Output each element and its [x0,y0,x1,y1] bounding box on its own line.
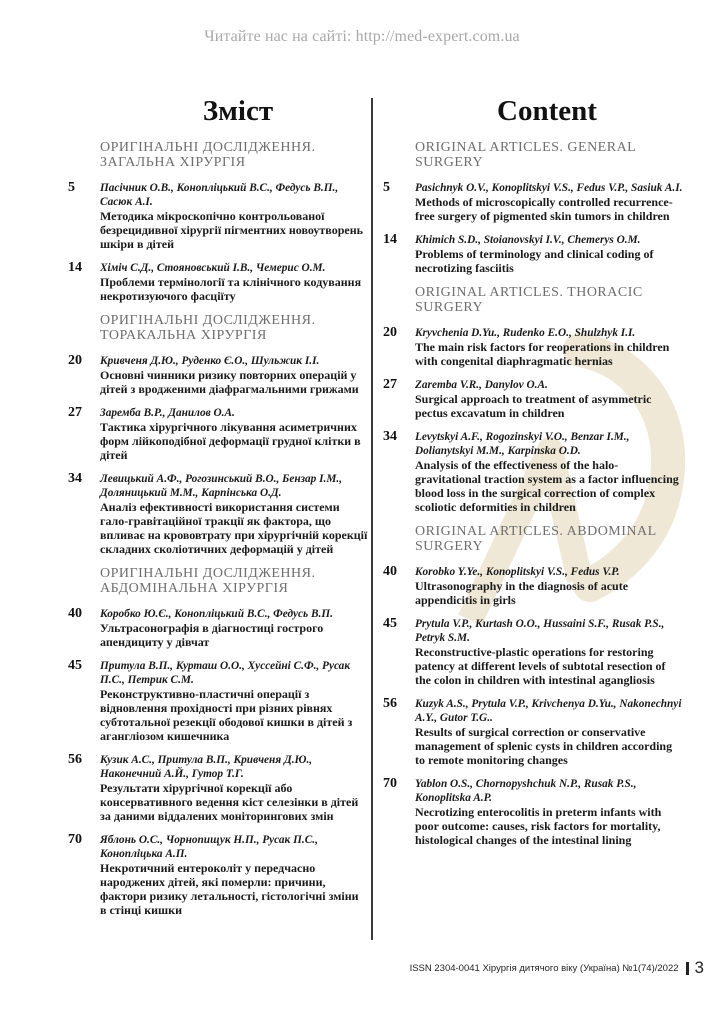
entry-authors: Korobko Y.Ye., Konoplitskyi V.S., Fedus V.P. [415,566,620,578]
entry-authors: Kuzyk A.S., Prytula V.P., Krivchenya D.Yu., Nakonechnyi A.Y., Gutor T.G.. [415,698,682,724]
entry-title: Аналіз ефективності використання системи гало-гравітаційної тракції як фактора, що впливає на крововтрату при хірургічній корекції складних сколіотичних деформацій у дітей [100,500,368,556]
toc-entry[interactable] [68,659,368,743]
entry-title: Проблеми термінології та клінічного кодування некротизуючого фасціїту [100,275,362,303]
page-number: 27 [383,377,397,392]
page-number: 34 [68,471,82,486]
toc-entry[interactable] [383,565,683,607]
section-heading: ОРИГІНАЛЬНІ ДОСЛІДЖЕННЯ. ЗАГАЛЬНА ХІРУРГІЯ [100,140,316,170]
entry-title: Некротичний ентероколіт у передчасно народжених дітей, які померли: причини, фактори ризику летальності, гістологічні зміни в стінці кишки [100,861,359,917]
toc-section [68,313,368,556]
entry-title: Necrotizing enterocolitis in preterm infants with poor outcome: causes, risk factors for mortality, histological changes of the intestinal lining [415,805,662,847]
page-number: 40 [383,564,397,579]
entry-authors: Yablon O.S., Chornopyshchuk N.P., Rusak P.S., Konoplitska A.P. [415,778,637,804]
entry-title: Методика мікроскопічно контрольованої безрецидивної хірургії пігментних новоутворень шкіри в дітей [100,209,363,251]
entry-authors: Khimich S.D., Stoianovskyi I.V., Chemerys O.M. [415,234,641,246]
toc-section [383,285,683,514]
page-number: 5 [68,180,75,195]
entry-authors: Prytula V.P., Kurtash O.O., Hussaini S.F., Rusak P.S., Petryk S.M. [415,618,665,644]
entry-authors: Levytskyi A.F., Rogozinskyi V.O., Benzar I.M., Dolianytskyi M.M., Karpinska O.D. [415,431,630,457]
section-heading: ОРИГІНАЛЬНІ ДОСЛІДЖЕННЯ. АБДОМІНАЛЬНА ХІРУРГІЯ [100,566,316,596]
toc-column-english [383,92,683,857]
toc-entry[interactable] [68,261,368,303]
entry-title: Ультрасонографія в діагностиці гострого апендициту у дівчат [100,621,324,649]
entry-authors: Левицький А.Ф., Рогозинський В.О., Бензар І.М., Доляницький М.М., Карпінська О.Д. [100,473,343,499]
toc-section [383,524,683,847]
entry-authors: Хіміч С.Д., Стояновський І.В., Чемерис О.М. [100,262,326,274]
entry-title: Ultrasonography in the diagnosis of acute appendicitis in girls [415,579,629,607]
footer-separator-bar [686,962,689,975]
page-number: 5 [383,180,390,195]
toc-column-ukrainian [68,92,368,927]
toc-section [383,140,683,275]
toc-entry[interactable] [68,354,368,396]
section-heading: ORIGINAL ARTICLES. ABDOMINAL SURGERY [415,524,657,554]
toc-title-ukrainian: Зміст [202,95,274,127]
page-number: 27 [68,405,82,420]
toc-title-english: Content [497,95,597,127]
entry-authors: Pasichnyk O.V., Konoplitskyi V.S., Fedus V.P., Sasiuk A.I. [415,182,683,194]
toc-entry[interactable] [383,326,683,368]
page-number: 40 [68,606,82,621]
page-number: 45 [68,658,82,673]
entry-title: Результати хірургічної корекції або консервативного ведення кіст селезінки в дітей за даними віддалених моніторингових змін [100,781,359,823]
toc-entry[interactable] [383,617,683,687]
entry-authors: Заремба В.Р., Данилов О.А. [100,407,235,419]
page-number: 70 [68,832,82,847]
section-heading: ORIGINAL ARTICLES. THORACIC SURGERY [415,285,643,315]
toc-entry[interactable] [68,472,368,556]
entry-authors: Пасічник О.В., Конопліцький В.С., Федусь В.П., Сасюк А.І. [100,182,339,208]
toc-entry[interactable] [383,697,683,767]
entry-title: Reconstructive-plastic operations for restoring patency at different levels of subtotal resection of the colon in children with intestinal agangliosis [415,645,666,687]
page-number: 45 [383,616,397,631]
page-number: 56 [383,696,397,711]
entry-authors: Кривченя Д.Ю., Руденко Є.О., Шульжик І.І. [100,355,320,367]
entry-title: Surgical approach to treatment of asymmetric pectus excavatum in children [415,392,652,420]
entry-authors: Коробко Ю.Є., Конопліцький В.С., Федусь В.П. [100,608,333,620]
section-heading: ORIGINAL ARTICLES. GENERAL SURGERY [415,140,636,170]
toc-entry[interactable] [383,777,683,847]
entry-title: Results of surgical correction or conservative management of splenic cysts in children according to remote monitoring changes [415,725,673,767]
entry-title: Реконструктивно-пластичні операції з відновлення прохідності при різних рівнях субтотальної резекції ободової кишки в дітей з агангліозом кишечника [100,687,353,743]
toc-entry[interactable] [68,607,368,649]
entry-title: Problems of terminology and clinical coding of necrotizing fasciitis [415,247,654,275]
toc-section [68,140,368,303]
entry-authors: Zaremba V.R., Danylov O.A. [415,379,548,391]
toc-entry[interactable] [383,430,683,514]
footer-issn-line: ISSN 2304-0041 Хірургія дитячого віку (Україна) №1(74)/2022 [409,962,679,974]
toc-entry[interactable] [68,753,368,823]
page-footer [410,958,704,978]
entry-title: Тактика хірургічного лікування асиметричних форм лійкоподібної деформації грудної клітки в дітей [100,420,361,462]
page-number: 14 [68,260,82,275]
page-number: 56 [68,752,82,767]
page-number: 70 [383,776,397,791]
page-number: 20 [68,353,82,368]
page-number: 14 [383,232,397,247]
toc-entry[interactable] [383,181,683,223]
toc-entry[interactable] [68,833,368,917]
page-number: 20 [383,325,397,340]
entry-title: Основні чинники ризику повторних операцій у дітей з вродженими діафрагмальними грижами [100,368,359,396]
entry-authors: Яблонь О.С., Чорнопищук Н.П., Русак П.С., Конопліцька А.П. [100,834,318,860]
entry-title: Methods of microscopically controlled recurrence-free surgery of pigmented skin tumors in children [415,195,673,223]
toc-entry[interactable] [383,378,683,420]
entry-title: Analysis of the effectiveness of the halo-gravitational traction system as a factor influencing blood loss in the surgical correction of complex scoliotic deformities in children [415,458,679,514]
column-divider [371,98,373,940]
toc-section [68,566,368,917]
toc-entry[interactable] [383,233,683,275]
entry-authors: Притула В.П., Курташ О.О., Хуссейні С.Ф., Русак П.С., Петрик С.М. [100,660,351,686]
entry-authors: Кузик А.С., Притула В.П., Кривченя Д.Ю., Наконечний А.Й., Гутор Т.Г. [100,754,313,780]
section-heading: ОРИГІНАЛЬНІ ДОСЛІДЖЕННЯ. ТОРАКАЛЬНА ХІРУРГІЯ [100,313,316,343]
footer-page-number: 3 [694,958,704,977]
page-number: 34 [383,429,397,444]
site-banner: Читайте нас на сайті: http://med-expert.com.ua [204,28,520,45]
entry-authors: Kryvchenia D.Yu., Rudenko E.O., Shulzhyk I.I. [415,327,636,339]
entry-title: The main risk factors for reoperations in children with congenital diaphragmatic hernias [415,340,670,368]
toc-entry[interactable] [68,181,368,251]
toc-entry[interactable] [68,406,368,462]
